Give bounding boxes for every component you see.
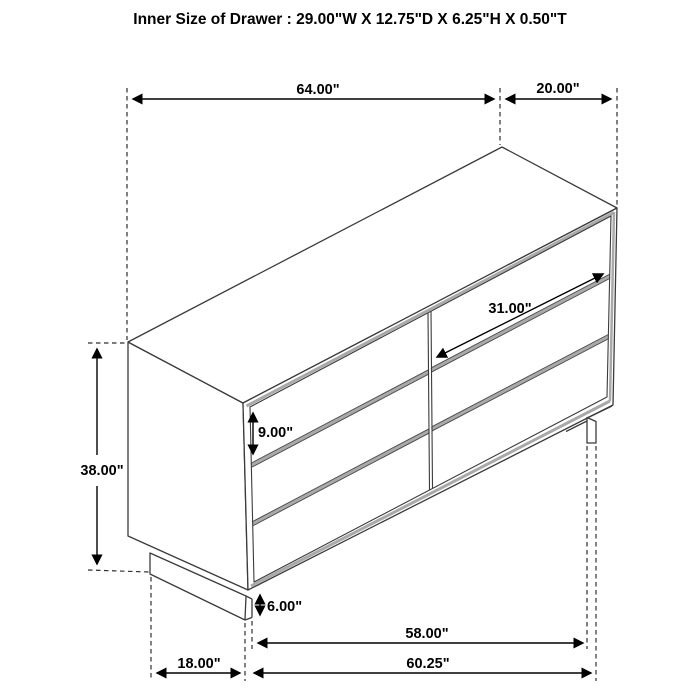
right-leg-face xyxy=(587,418,596,444)
drawer-width-label: 31.00" xyxy=(488,301,532,317)
page-title: Inner Size of Drawer : 29.00"W X 12.75"D X 6.25"H X 0.50"T xyxy=(133,11,567,28)
overall-height-label: 38.00" xyxy=(80,463,124,479)
base-left-post-bottom xyxy=(245,618,252,621)
base-clearance-label: 6.00" xyxy=(267,599,303,615)
base-outer-width-label: 60.25" xyxy=(406,656,450,672)
base-inner-width-label: 58.00" xyxy=(405,626,449,642)
base-depth-label: 18.00" xyxy=(177,656,221,672)
drawer-height-label: 9.00" xyxy=(258,425,294,441)
base-left-post-top xyxy=(246,596,252,599)
dresser-drawing xyxy=(128,147,617,620)
extension-line-height-bottom xyxy=(88,570,149,572)
overall-width-label: 64.00" xyxy=(296,82,340,98)
overall-depth-label: 20.00" xyxy=(536,81,580,97)
